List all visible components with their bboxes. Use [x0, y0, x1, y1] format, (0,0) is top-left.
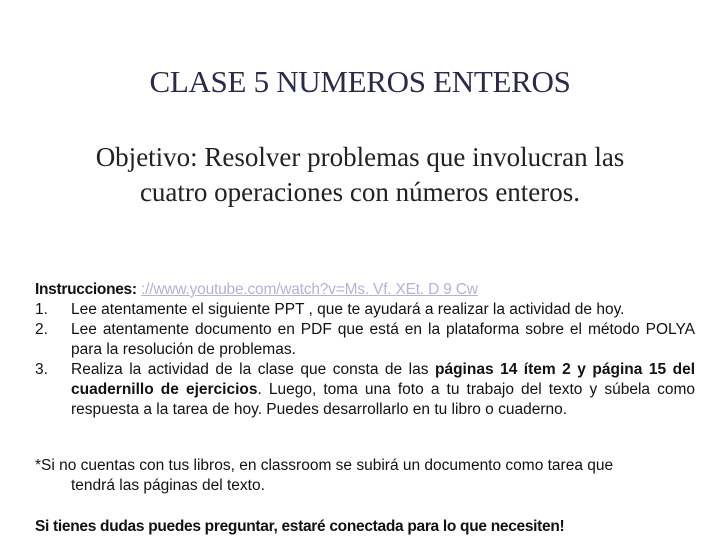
- list-item-text: Realiza la actividad de la clase que consta de las: [71, 361, 435, 378]
- list-number: 2.: [35, 321, 48, 338]
- instructions-header: [35, 280, 695, 300]
- note-line-1: *Si no cuentas con tus libros, en classroom se subirá un documento como tarea que: [35, 457, 614, 474]
- list-item-bold-text: páginas 14 ítem 2 y página 15 del cuadernillo de ejercicios: [71, 361, 695, 398]
- objective-text: Objetivo: Resolver problemas que involucran las cuatro operaciones con números enteros.: [95, 142, 625, 207]
- note-text: [35, 456, 695, 496]
- list-item-text: Lee atentamente el siguiente PPT , que te ayudará a realizar la actividad de hoy.: [71, 301, 625, 318]
- list-item: [35, 320, 695, 360]
- instructions-label: Instrucciones:: [35, 281, 137, 298]
- list-item-text: . Luego, toma una foto a tu trabajo del texto y súbela como respuesta a la tarea de hoy. Puedes desarrollarlo en tu libro o cuaderno.: [71, 381, 695, 418]
- closing-message: Si tienes dudas puedes preguntar, estaré conectada para lo que necesiten!: [35, 518, 565, 535]
- slide-title: CLASE 5 NUMEROS ENTEROS: [149, 64, 571, 99]
- list-number: 3.: [35, 361, 48, 378]
- instructions-section: [35, 280, 695, 420]
- list-item-text: Lee atentamente documento en PDF que está en la plataforma sobre el método POLYA para la resolución de problemas.: [71, 321, 695, 358]
- youtube-link[interactable]: ://www.youtube.com/watch?v=Ms. Vf. XEt. D 9 Cw: [141, 281, 478, 298]
- list-number: 1.: [35, 301, 48, 318]
- note-line-2: tendrá las páginas del texto.: [71, 477, 265, 494]
- list-item: [35, 300, 695, 320]
- list-item: [35, 360, 695, 420]
- instructions-list: [35, 300, 695, 420]
